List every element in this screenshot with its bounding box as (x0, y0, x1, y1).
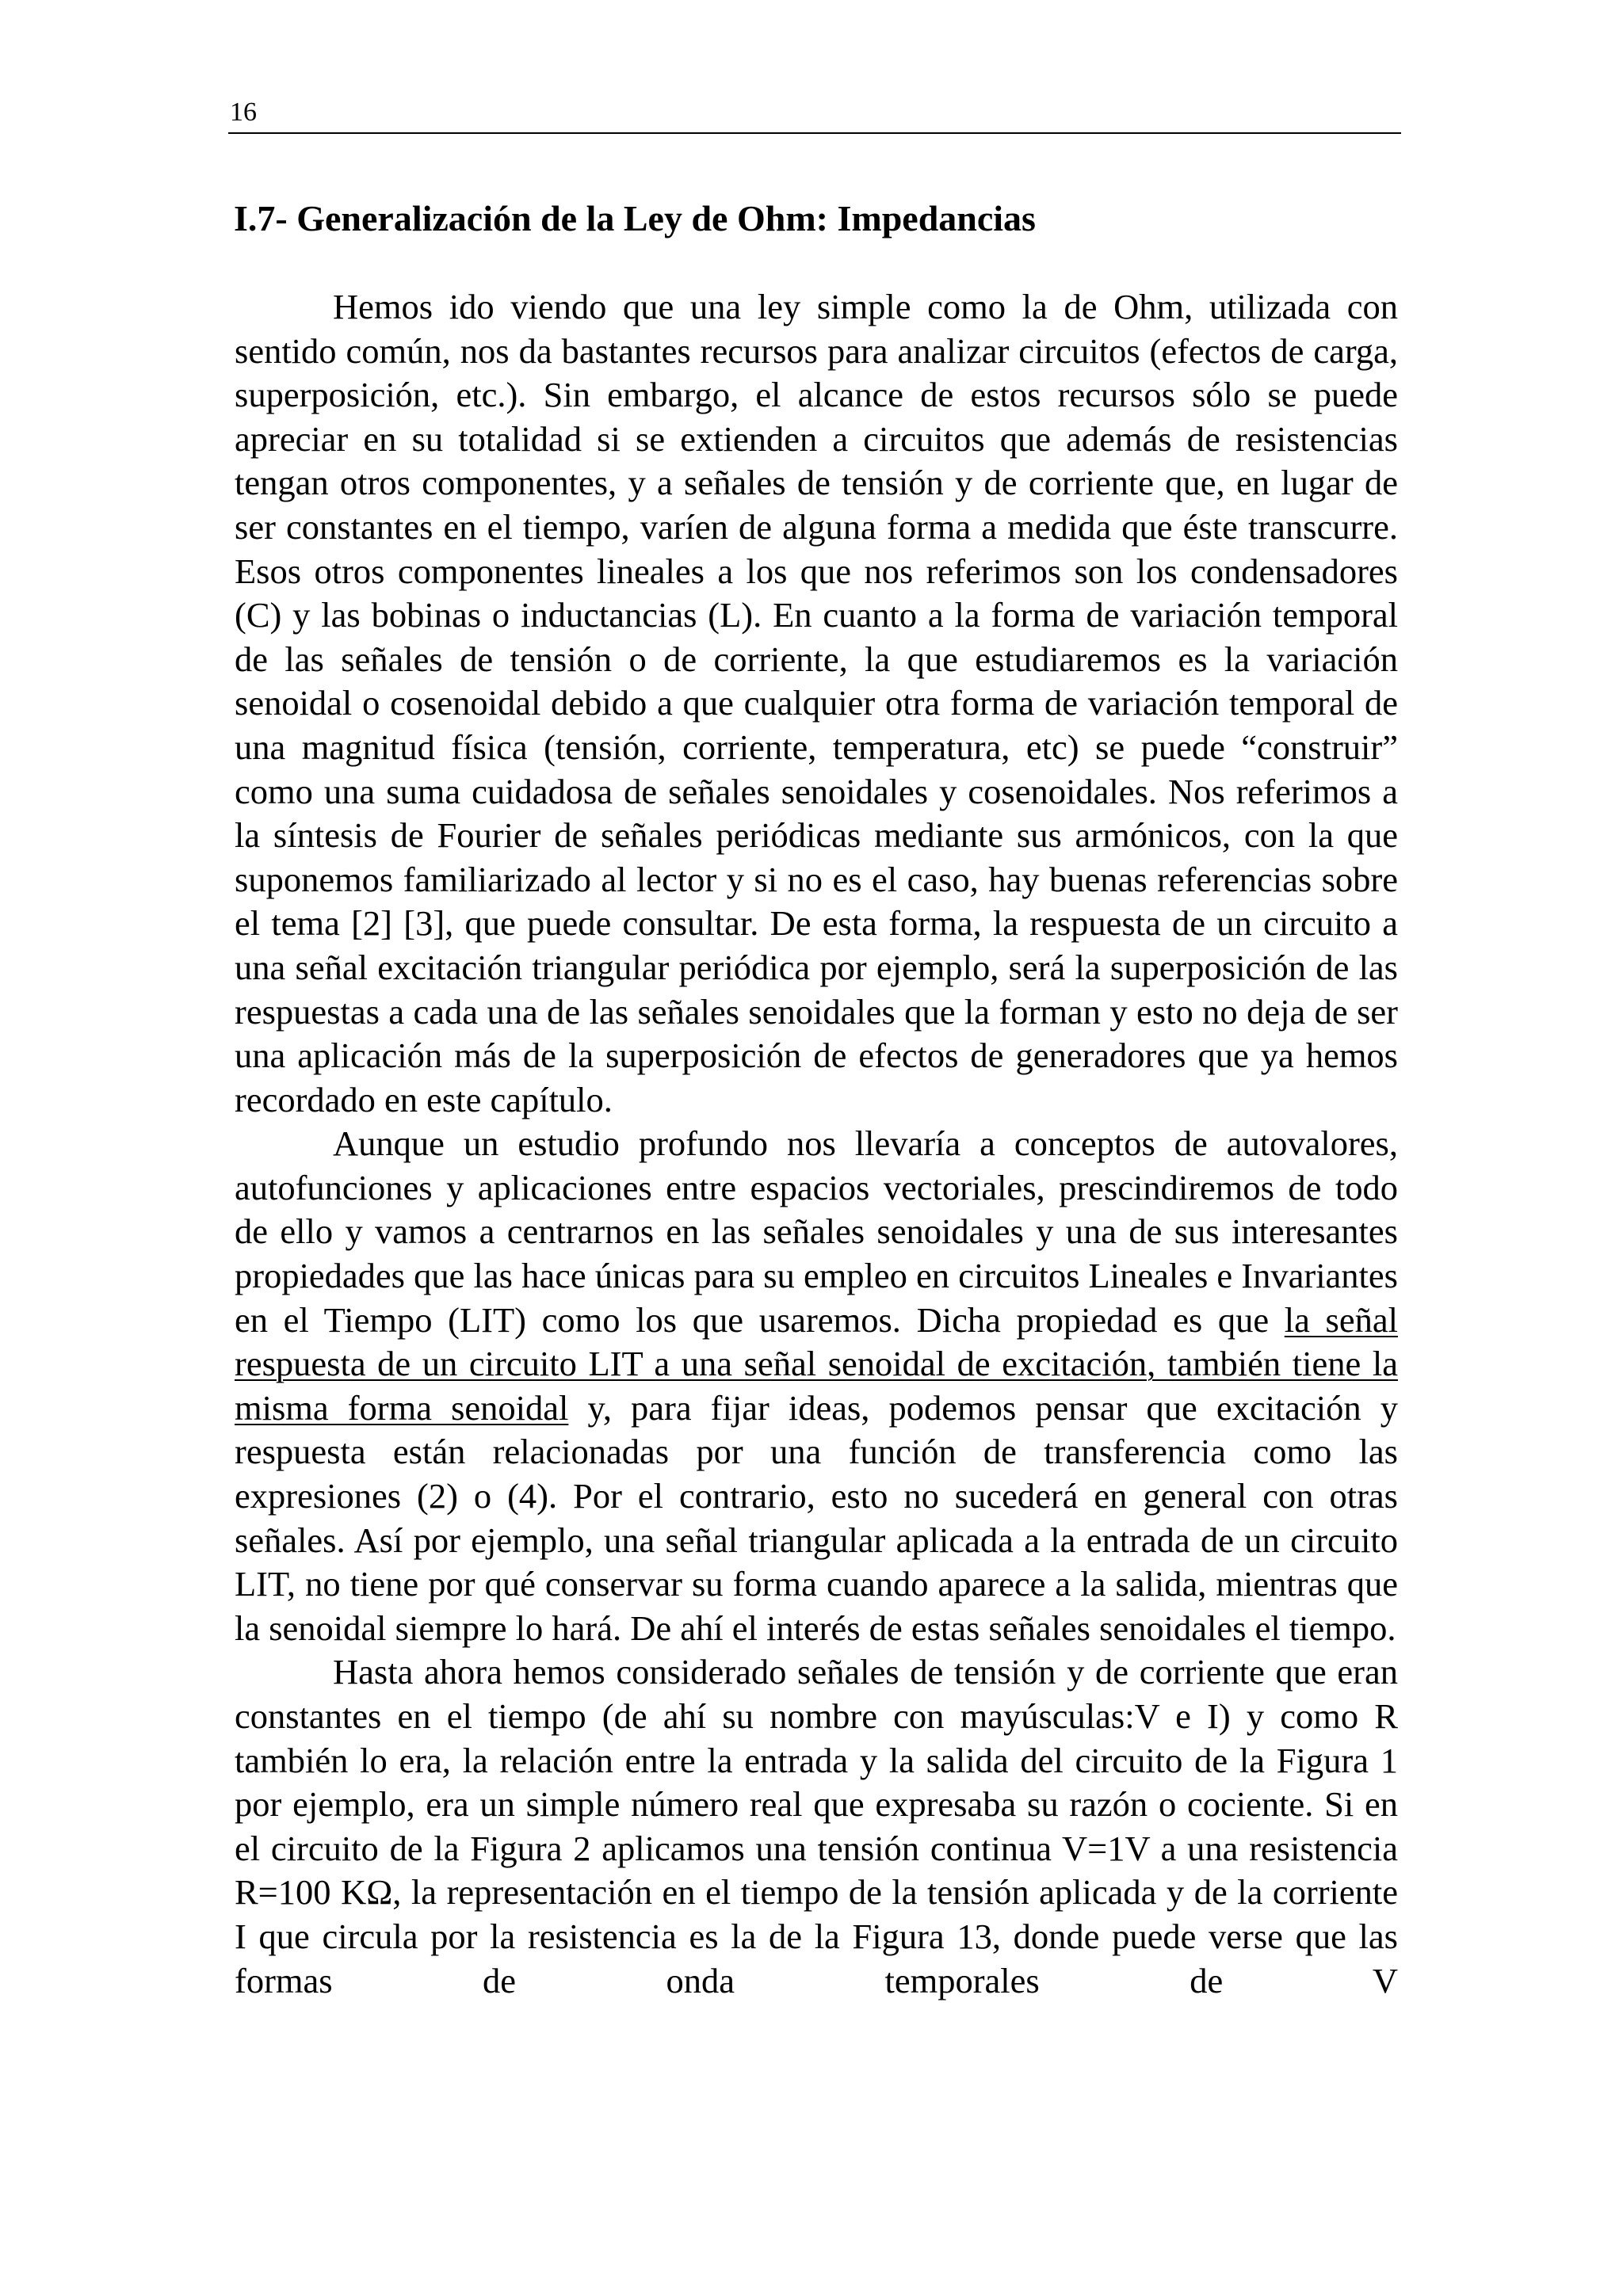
page-number: 16 (230, 97, 257, 127)
paragraph-2 (235, 1122, 1398, 1650)
paragraph-3: Hasta ahora hemos considerado señales de tensión y de corriente que eran constantes en el tiempo (de ahí su nombre con mayúsculas:V e I) y como R también lo era, la relación entre la entrada y la salida del circuito de la Figura 1 por ejemplo, era un simple número real que expresaba su razón o cociente. Si en el circuito de la Figura 2 aplicamos una tensión continua V=1V a una resistencia R=100 KΩ, la representación en el tiempo de la tensión aplicada y de la corriente I que circula por la resistencia es la de la Figura 13, donde puede verse que las formas de onda temporales de V (235, 1652, 1398, 2000)
header-rule (228, 132, 1401, 134)
underlined-statement: la señal respuesta de un circuito LIT a una señal senoidal de excitación, también tiene la misma forma senoidal (235, 1299, 1398, 1428)
body-text (235, 285, 1398, 2003)
paragraph-2-before: Aunque un estudio profundo nos llevaría a conceptos de autovalores, autofunciones y aplicaciones entre espacios vectoriales, prescindiremos de todo de ello y vamos a centrarnos en las señales senoidales y una de sus interesantes propiedades que las hace únicas para su empleo en circuitos Lineales e Invariantes en el Tiempo (LIT) como los que usaremos. Dicha propiedad es que (235, 1123, 1398, 1340)
paragraph-1: Hemos ido viendo que una ley simple como la de Ohm, utilizada con sentido común, nos da bastantes recursos para analizar circuitos (efectos de carga, superposición, etc.). Sin embargo, el alcance de estos recursos sólo se puede apreciar en su totalidad si se extienden a circuitos que además de resistencias tengan otros componentes, y a señales de tensión y de corriente que, en lugar de ser constantes en el tiempo, varíen de alguna forma a medida que éste transcurre. Esos otros componentes lineales a los que nos referimos son los condensadores (C) y las bobinas o inductancias (L). En cuanto a la forma de variación temporal de las señales de tensión o de corriente, la que estudiaremos es la variación senoidal o cosenoidal debido a que cualquier otra forma de variación temporal de una magnitud física (tensión, corriente, temperatura, etc) se puede “construir” como una suma cuidadosa de señales senoidales y cosenoidales. Nos referimos a la síntesis de Fourier de señales periódicas mediante sus armónicos, con la que suponemos familiarizado al lector y si no es el caso, hay buenas referencias sobre el tema [2] [3], que puede consultar. De esta forma, la respuesta de un circuito a una señal excitación triangular periódica por ejemplo, será la superposición de las respuestas a cada una de las señales senoidales que la forman y esto no deja de ser una aplicación más de la superposición de efectos de generadores que ya hemos recordado en este capítulo. (235, 287, 1398, 1119)
section-title: I.7- Generalización de la Ley de Ohm: Impedancias (234, 198, 1036, 238)
paragraph-2-after: y, para fijar ideas, podemos pensar que excitación y respuesta están relacionadas por una función de transferencia como las expresiones (2) o (4). Por el contrario, esto no sucederá en general con otras señales. Así por ejemplo, una señal triangular aplicada a la entrada de un circuito LIT, no tiene por qué conservar su forma cuando aparece a la salida, mientras que la senoidal siempre lo hará. De ahí el interés de estas señales senoidales el tiempo. (235, 1387, 1398, 1648)
